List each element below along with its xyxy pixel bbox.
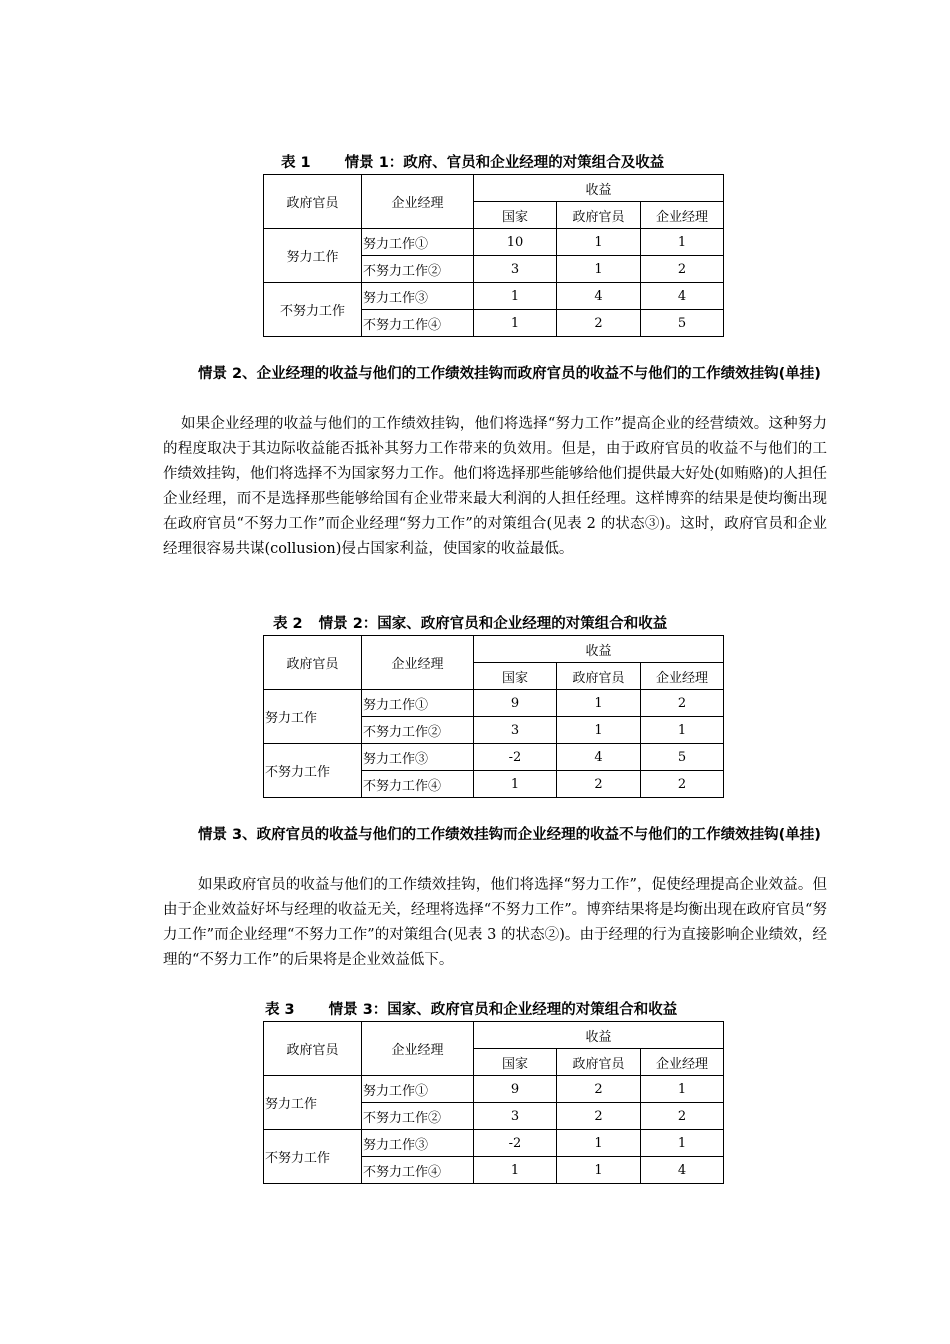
manager-payoff: 2	[641, 1103, 724, 1130]
strategy-cell: 不努力工作④	[362, 771, 474, 798]
manager-payoff: 5	[641, 310, 724, 337]
table-row	[264, 1130, 724, 1157]
header-manager: 企业经理	[362, 175, 474, 229]
manager-payoff: 2	[641, 771, 724, 798]
header-gov-official: 政府官员	[557, 1049, 641, 1076]
state-payoff: -2	[474, 744, 557, 771]
header-payoff: 收益	[474, 636, 724, 663]
official-payoff: 2	[557, 1076, 641, 1103]
official-payoff: 1	[557, 1130, 641, 1157]
strategy-cell: 不努力工作④	[362, 310, 474, 337]
manager-payoff: 2	[641, 690, 724, 717]
header-ent-manager: 企业经理	[641, 663, 724, 690]
state-payoff: 1	[474, 1157, 557, 1184]
official-payoff: 1	[557, 690, 641, 717]
official-payoff: 1	[557, 1157, 641, 1184]
official-payoff: 4	[557, 744, 641, 771]
group-label: 不努力工作	[264, 744, 362, 798]
state-payoff: 1	[474, 283, 557, 310]
group-label: 努力工作	[264, 690, 362, 744]
official-payoff: 1	[557, 717, 641, 744]
manager-payoff: 1	[641, 229, 724, 256]
strategy-cell: 努力工作①	[362, 229, 474, 256]
official-payoff: 1	[557, 229, 641, 256]
manager-payoff: 5	[641, 744, 724, 771]
table2	[263, 635, 724, 798]
table-row	[264, 690, 724, 717]
group-label: 努力工作	[264, 1076, 362, 1130]
table1-caption-number: 表 1	[281, 155, 311, 171]
header-payoff: 收益	[474, 1022, 724, 1049]
manager-payoff: 4	[641, 1157, 724, 1184]
strategy-cell: 不努力工作②	[362, 717, 474, 744]
header-ent-manager: 企业经理	[641, 1049, 724, 1076]
table-row	[264, 1076, 724, 1103]
group-label: 努力工作	[264, 229, 362, 283]
manager-payoff: 1	[641, 717, 724, 744]
table1	[263, 174, 724, 337]
table2-caption-title: 情景 2：国家、政府官员和企业经理的对策组合和收益	[318, 616, 668, 632]
strategy-cell: 努力工作③	[362, 1130, 474, 1157]
header-manager: 企业经理	[362, 1022, 474, 1076]
header-official: 政府官员	[264, 636, 362, 690]
table2-caption-number: 表 2	[273, 616, 303, 632]
table3-caption	[265, 998, 677, 1019]
group-label: 不努力工作	[264, 283, 362, 337]
section2-heading: 情景 2、企业经理的收益与他们的工作绩效挂钩而政府官员的收益不与他们的工作绩效挂钩(单挂)	[198, 366, 821, 382]
state-payoff: 9	[474, 690, 557, 717]
header-manager: 企业经理	[362, 636, 474, 690]
header-state: 国家	[474, 1049, 557, 1076]
section3-heading: 情景 3、政府官员的收益与他们的工作绩效挂钩而企业经理的收益不与他们的工作绩效挂钩(单挂)	[198, 827, 821, 843]
table-row	[264, 229, 724, 256]
table1-caption-title: 情景 1：政府、官员和企业经理的对策组合及收益	[344, 155, 665, 171]
header-ent-manager: 企业经理	[641, 202, 724, 229]
manager-payoff: 2	[641, 256, 724, 283]
official-payoff: 2	[557, 1103, 641, 1130]
official-payoff: 2	[557, 310, 641, 337]
state-payoff: 3	[474, 1103, 557, 1130]
strategy-cell: 努力工作①	[362, 1076, 474, 1103]
header-official: 政府官员	[264, 175, 362, 229]
official-payoff: 1	[557, 256, 641, 283]
section3-paragraph: 如果政府官员的收益与他们的工作绩效挂钩，他们将选择“努力工作”，促使经理提高企业效益。但由于企业效益好坏与经理的收益无关，经理将选择“不努力工作”。博弈结果将是均衡出现在政府官员“努力工作”而企业经理“不努力工作”的对策组合(见表 3 的状态②)。由于经理的行为直接影响企业绩效，经理的“不努力工作”的后果将是企业效益低下。	[163, 877, 827, 968]
state-payoff: 3	[474, 717, 557, 744]
strategy-cell: 努力工作①	[362, 690, 474, 717]
official-payoff: 4	[557, 283, 641, 310]
table-row	[264, 744, 724, 771]
table3	[263, 1021, 724, 1184]
header-gov-official: 政府官员	[557, 202, 641, 229]
header-official: 政府官员	[264, 1022, 362, 1076]
table3-caption-number: 表 3	[265, 1002, 295, 1018]
manager-payoff: 1	[641, 1130, 724, 1157]
strategy-cell: 不努力工作④	[362, 1157, 474, 1184]
strategy-cell: 努力工作③	[362, 283, 474, 310]
header-gov-official: 政府官员	[557, 663, 641, 690]
strategy-cell: 努力工作③	[362, 744, 474, 771]
strategy-cell: 不努力工作②	[362, 1103, 474, 1130]
manager-payoff: 1	[641, 1076, 724, 1103]
manager-payoff: 4	[641, 283, 724, 310]
section2-paragraph: 如果企业经理的收益与他们的工作绩效挂钩，他们将选择“努力工作”提高企业的经营绩效。这种努力的程度取决于其边际收益能否抵补其努力工作带来的负效用。但是，由于政府官员的收益不与他们的工作绩效挂钩，他们将选择不为国家努力工作。他们将选择那些能够给他们提供最大好处(如贿赂)的人担任企业经理，而不是选择那些能够给国有企业带来最大利润的人担任经理。这样博弈的结果是使均衡出现在政府官员“不努力工作”而企业经理“努力工作”的对策组合(见表 2 的状态③)。这时，政府官员和企业经理很容易共谋(collusion)侵占国家利益，使国家的收益最低。	[163, 416, 827, 557]
state-payoff: 10	[474, 229, 557, 256]
state-payoff: 9	[474, 1076, 557, 1103]
header-state: 国家	[474, 202, 557, 229]
table2-caption	[273, 612, 667, 633]
official-payoff: 2	[557, 771, 641, 798]
table3-caption-title: 情景 3：国家、政府官员和企业经理的对策组合和收益	[328, 1002, 678, 1018]
state-payoff: 3	[474, 256, 557, 283]
group-label: 不努力工作	[264, 1130, 362, 1184]
state-payoff: 1	[474, 771, 557, 798]
strategy-cell: 不努力工作②	[362, 256, 474, 283]
table1-caption	[281, 151, 664, 172]
state-payoff: -2	[474, 1130, 557, 1157]
header-payoff: 收益	[474, 175, 724, 202]
header-state: 国家	[474, 663, 557, 690]
table-row	[264, 283, 724, 310]
state-payoff: 1	[474, 310, 557, 337]
